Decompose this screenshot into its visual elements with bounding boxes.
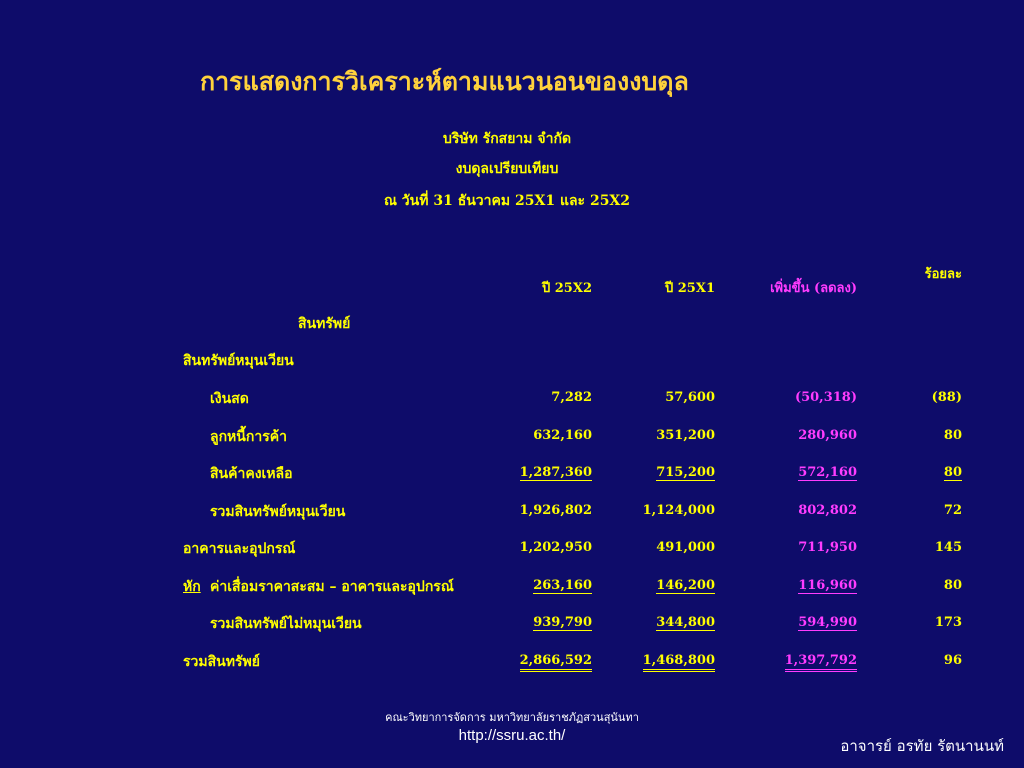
row-label: อาคารและอุปกรณ์ — [183, 541, 296, 557]
statement-name: งบดุลเปรียบเทียบ — [455, 161, 559, 177]
current-assets-heading: สินทรัพย์หมุนเวียน — [183, 353, 294, 369]
statement-date: ณ วันที่ 31 ธันวาคม 25X1 และ 25X2 — [383, 193, 631, 209]
value-percent: 80 — [943, 428, 962, 443]
column-header-year2: ปี 25X2 — [541, 281, 592, 296]
value-year1: 1,124,000 — [642, 503, 715, 518]
company-name: บริษัท รักสยาม จำกัด — [442, 131, 572, 147]
footer-author: อาจารย์ อรทัย รัตนานนท์ — [840, 737, 1004, 755]
value-change: 280,960 — [798, 428, 857, 443]
footer-url[interactable]: http://ssru.ac.th/ — [458, 727, 566, 744]
value-percent: 145 — [934, 540, 962, 555]
column-header-percent: ร้อยละ — [924, 267, 962, 282]
table-row — [0, 576, 1024, 598]
row-label: รวมสินทรัพย์ไม่หมุนเวียน — [210, 616, 362, 632]
table-row — [0, 426, 1024, 448]
table-row — [0, 463, 1024, 485]
value-year2: 2,866,592 — [520, 653, 592, 672]
table-row — [0, 501, 1024, 523]
value-percent: 80 — [943, 578, 962, 593]
table-row — [0, 613, 1024, 635]
value-year2: 939,790 — [533, 615, 592, 630]
value-year2: 1,202,950 — [519, 540, 592, 555]
value-change: 711,950 — [798, 540, 857, 555]
value-percent: 173 — [934, 615, 962, 630]
value-year1: 57,600 — [665, 390, 715, 405]
row-label: รวมสินทรัพย์หมุนเวียน — [210, 504, 346, 520]
value-year1: 351,200 — [656, 428, 715, 443]
table-row — [0, 651, 1024, 673]
value-year1: 146,200 — [656, 578, 715, 593]
value-change: 572,160 — [798, 465, 857, 480]
deduct-label: หัก — [183, 579, 201, 595]
row-label: ค่าเสื่อมราคาสะสม – อาคารและอุปกรณ์ — [210, 579, 454, 595]
value-year2: 263,160 — [533, 578, 592, 593]
value-year2: 7,282 — [551, 390, 592, 405]
table-row — [0, 538, 1024, 560]
row-label: เงินสด — [210, 391, 249, 407]
value-year1: 1,468,800 — [643, 653, 715, 672]
page-title: การแสดงการวิเคราะห์ตามแนวนอนของงบดุล — [200, 67, 689, 96]
row-label: ลูกหนี้การค้า — [210, 429, 287, 445]
value-percent: 96 — [943, 653, 962, 668]
value-year1: 491,000 — [656, 540, 715, 555]
value-change: (50,318) — [794, 390, 857, 405]
value-percent: (88) — [931, 390, 962, 405]
value-year1: 715,200 — [656, 465, 715, 480]
column-header-year1: ปี 25X1 — [664, 281, 715, 296]
value-percent: 80 — [943, 465, 962, 480]
footer-school: คณะวิทยาการจัดการ มหาวิทยาลัยราชภัฏสวนสุนันทา — [385, 711, 639, 724]
value-percent: 72 — [943, 503, 962, 518]
value-year1: 344,800 — [656, 615, 715, 630]
table-row — [0, 388, 1024, 410]
value-year2: 632,160 — [533, 428, 592, 443]
value-year2: 1,287,360 — [519, 465, 592, 480]
column-header-change: เพิ่มขึ้น (ลดลง) — [770, 281, 857, 296]
value-year2: 1,926,802 — [519, 503, 592, 518]
value-change: 1,397,792 — [785, 653, 857, 672]
row-label: สินค้าคงเหลือ — [210, 466, 293, 482]
value-change: 116,960 — [798, 578, 857, 593]
section-heading-assets: สินทรัพย์ — [298, 316, 351, 332]
value-change: 802,802 — [798, 503, 857, 518]
row-label: รวมสินทรัพย์ — [183, 654, 260, 670]
value-change: 594,990 — [798, 615, 857, 630]
